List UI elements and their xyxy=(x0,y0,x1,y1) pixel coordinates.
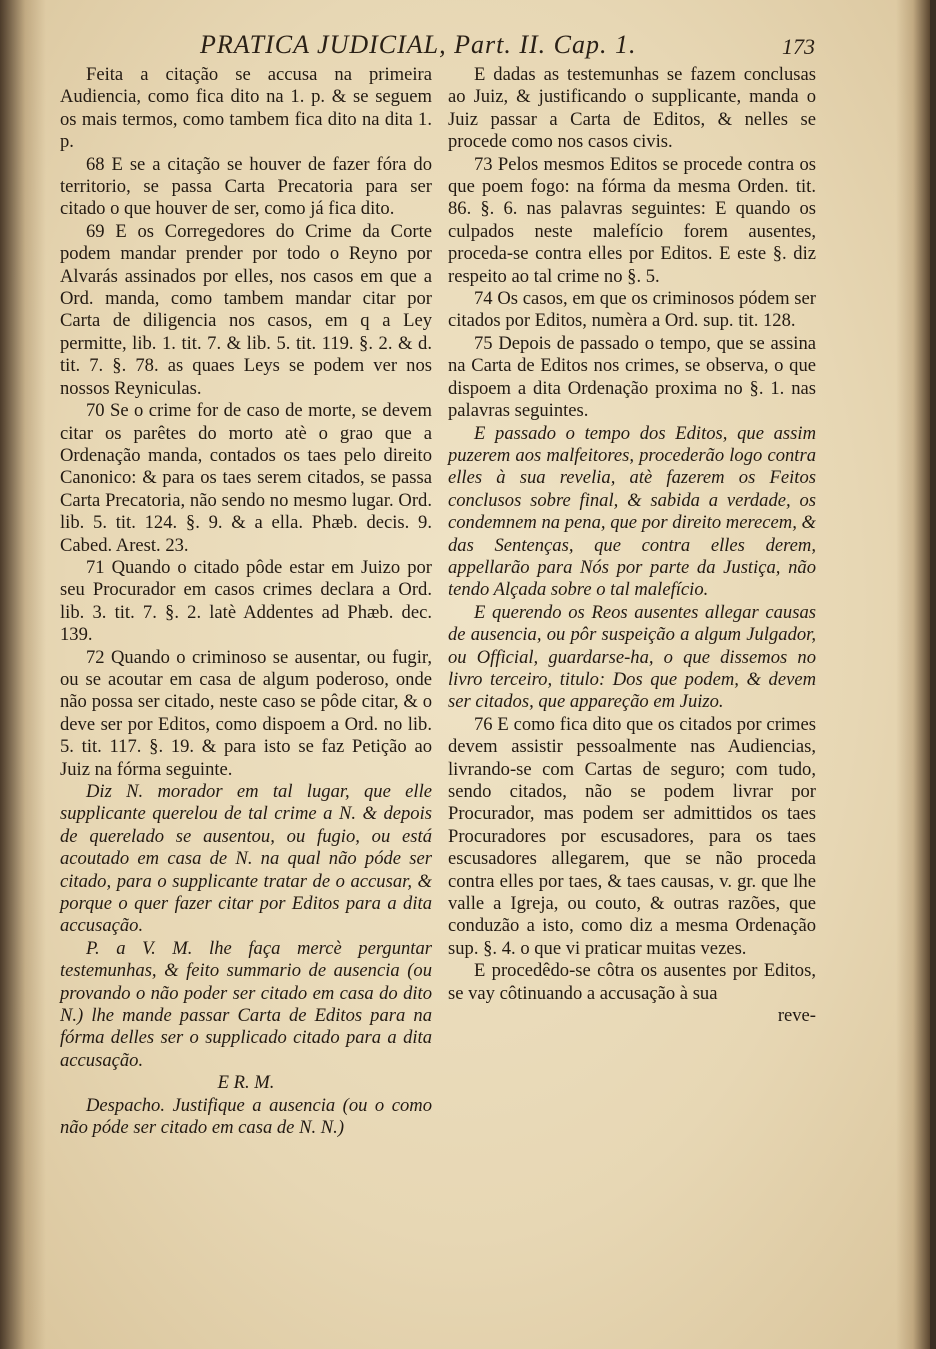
paragraph-72: 72 Quando o criminoso se ausentar, ou fugir, ou se acoutar em casa de algum poderoso, onde não possa ser citado, neste caso se pôde citar, & o deve ser por Editos, como dispoem a Ord. no lib. 5. tit. 117. §. 19. & para isto se faz Petição ao Juiz na fórma seguinte. xyxy=(60,646,432,780)
despacho: Despacho. Justifique a ausencia (ou o como não póde ser citado em casa de N. N.) xyxy=(60,1094,432,1139)
paragraph-68: 68 E se a citação se houver de fazer fóra do territorio, se passa Carta Precatoria para ser citado o que houver de ser, como já fica dito. xyxy=(60,153,432,220)
petition-signature: E R. M. xyxy=(217,1072,275,1094)
paragraph-76: 76 E como fica dito que os citados por crimes devem assistir pessoalmente nas Audiencias, livrando-se com Cartas de seguro; com tudo, sendo citados, não se podem livrar por Procurador, mas podem ser admittidos os taes Procuradores por escusadores, para os taes escusadores allegarem, que se não proceda contra elles por taes, & taes causas, v. gr. que lhe valle a Igreja, ou couto, & outras razões, que conduzão a isto, como diz a mesma Ordenação sup. §. 4. o que vi praticar muitas vezes. xyxy=(448,713,816,959)
petition-text: Diz N. morador em tal lugar, que elle supplicante querelou de tal crime a N. & depois de querelado se ausentou, ou fugio, ou está acoutado em casa de N. na qual não póde ser citado, para o supplicante tratar de o accusar, & porque o quer fazer citar por Editos para a dita accusação. xyxy=(60,781,432,937)
paragraph-final: E procedêdo-se côtra os ausentes por Editos, se vay côtinuando a accusação à sua xyxy=(448,960,816,1004)
ordinance-quote-2: E querendo os Reos ausentes allegar causas de ausencia, ou pôr suspeição a algum Julgador, ou Official, guardarse-ha, o que dissemos no livro terceiro, titulo: Dos que podem, & devem ser citados, que appareção em Juizo. xyxy=(448,601,816,713)
ordinance-quote-1: E passado o tempo dos Editos, que assim puzerem aos malfeitores, procederão logo contra elles à sua revelia, atè fazerem os Feitos conclusos sobre final, & sabida a verdade, os condemnem na pena, que por direito merecem, & das Sentenças, que contra elles derem, appellarão para Nós por parte da Justiça, não tendo Alçada sobre o tal malefício. xyxy=(448,422,816,601)
running-title: PRATICA JUDICIAL, Part. II. Cap. 1. xyxy=(200,30,637,59)
page-number: 173 xyxy=(782,34,815,59)
paragraph-74: 74 Os casos, em que os criminosos pódem ser citados por Editos, numèra a Ord. sup. tit. 128. xyxy=(448,288,816,332)
paragraph: Feita a citação se accusa na primeira Audiencia, como fica dito na 1. p. & se seguem os mais termos, como tambem fica dito na dita 1. p. xyxy=(60,64,432,153)
page-edge-shadow xyxy=(896,0,930,1349)
paragraph-69: 69 E os Corregedores do Crime da Corte podem mandar prender por todo o Reyno por Alvarás assinados por elles, nos casos em que a Ord. manda, como tambem mandar citar por Carta de diligencia nos casos, em q a Ley permitte, lib. 1. tit. 7. & lib. 5. tit. 119. §. 2. & d. tit. 7. §. 78. as quaes Leys se podem ver nos nossos Reyniculas. xyxy=(60,220,432,399)
catchword: reve- xyxy=(777,1005,816,1027)
gutter-shadow xyxy=(0,0,46,1349)
petition-request: P. a V. M. lhe faça mercè perguntar testemunhas, & feito summario de ausencia (ou provando o não poder ser citado em casa do dito N.) lhe mande passar Carta de Editos para na fórma delles ser o supplicado citado para a dita accusação. xyxy=(60,937,432,1071)
right-column xyxy=(448,64,816,1027)
paragraph-75: 75 Depois de passado o tempo, que se assina na Carta de Editos nos crimes, se observa, o que dispoem a dita Ordenação proxima no §. 1. nas palavras seguintes. xyxy=(448,332,816,422)
paragraph: E dadas as testemunhas se fazem conclusas ao Juiz, & justificando o supplicante, manda o Juiz passar a Carta de Editos, & nelles se procede como nos casos civis. xyxy=(448,64,816,153)
paragraph-70: 70 Se o crime for de caso de morte, se devem citar os parêtes do morto atè o grao que a Ordenação manda, contados os taes pelo direito Canonico: & para os taes serem citados, se passa Carta Precatoria, não sendo no mesmo lugar. Ord. lib. 5. tit. 124. §. 9. & a ella. Phæb. decis. 9. Cabed. Arest. 23. xyxy=(60,400,432,556)
paragraph-73: 73 Pelos mesmos Editos se procede contra os que poem fogo: na fórma da mesma Orden. tit. 86. §. 6. nas palavras seguintes: E quando os culpados neste malefício forem ausentes, proceda-se contra elles por Editos. E este §. diz respeito ao tal crime no §. 5. xyxy=(448,153,816,287)
paragraph-71: 71 Quando o citado pôde estar em Juizo por seu Procurador em casos crimes declara a Ord. lib. 3. tit. 7. §. 2. latè Addentes ad Phæb. dec. 139. xyxy=(60,556,432,646)
left-column xyxy=(60,64,432,1140)
